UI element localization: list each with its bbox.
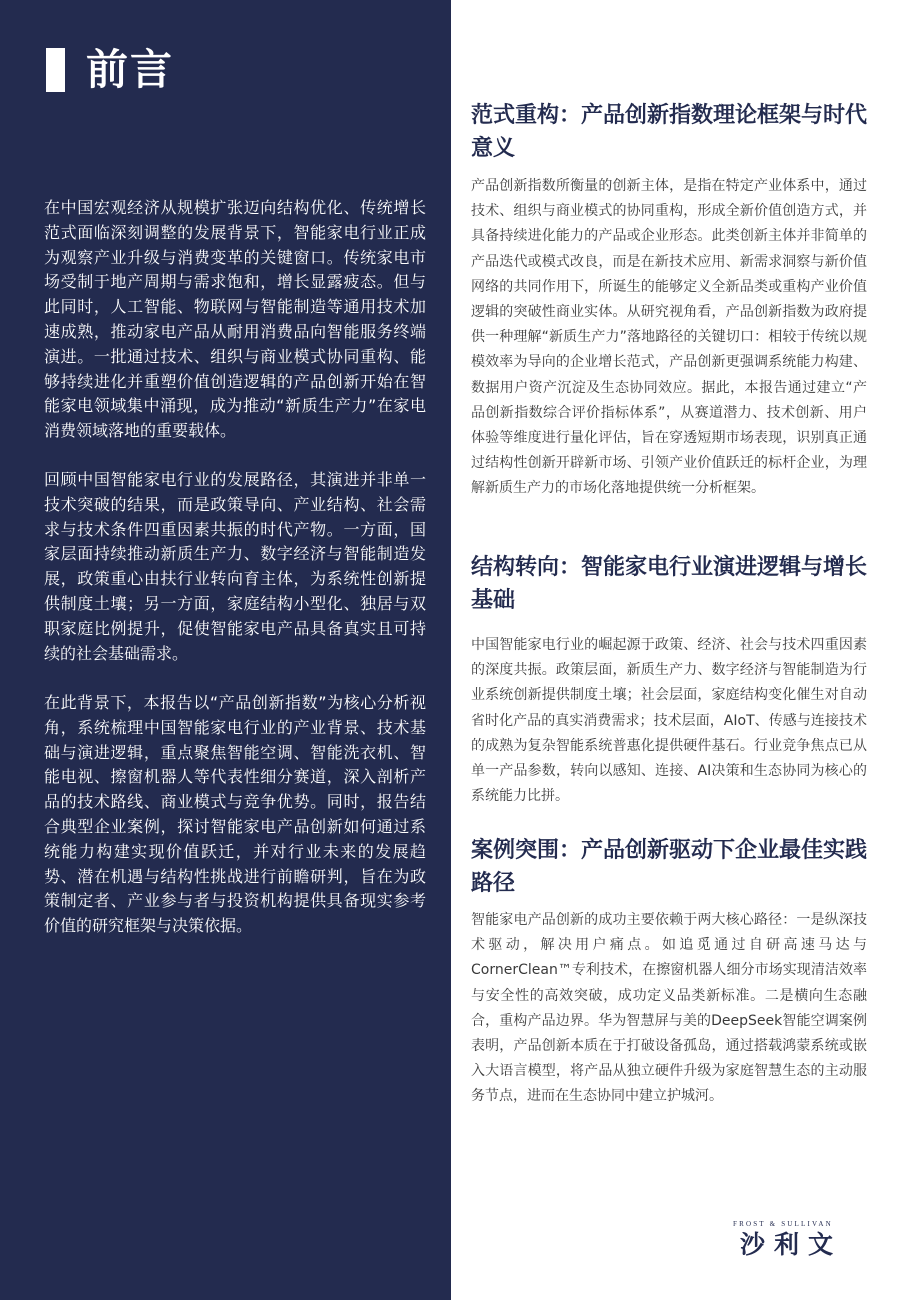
section-paradigm: [471, 99, 867, 502]
section-cases: [471, 834, 867, 1110]
title-accent-bar: [46, 48, 65, 92]
page-title: 前言: [86, 45, 175, 94]
logo-english-name: FROST & SULLIVAN: [733, 1220, 833, 1228]
intro-paragraph-1: 在中国宏观经济从规模扩张迈向结构优化、传统增长范式面临深刻调整的发展背景下，智能家电行业正成为观察产业升级与消费变革的关键窗口。传统家电市场受制于地产周期与需求饱和，增长显露疲态。但与此同时，人工智能、物联网与智能制造等通用技术加速成熟，推动家电产品从耐用消费品向智能服务终端演进。一批通过技术、组织与商业模式协同重构、能够持续进化并重塑价值创造逻辑的产品创新开始在智能家电领域集中涌现，成为推动“新质生产力”在家电消费领域落地的重要载体。: [44, 198, 426, 441]
section-heading: 案例突围：产品创新驱动下企业最佳实践路径: [471, 838, 868, 896]
section-body: 产品创新指数所衡量的创新主体，是指在特定产业体系中，通过技术、组织与商业模式的协同重构，形成全新价值创造方式，并具备持续进化能力的产品或企业形态。此类创新主体并非简单的产品迭代或模式改良，而是在新技术应用、新需求洞察与新价值网络的共同作用下，所诞生的能够定义全新品类或重构产业价值逻辑的突破性商业实体。从研究视角看，产品创新指数为政府提供一种理解“新质生产力”落地路径的关键切口：相较于传统以规模效率为导向的企业增长范式，产品创新更强调系统能力构建、数据用户资产沉淀及生态协同效应。据此，本报告通过建立“产品创新指数综合评价指标体系”，从赛道潜力、技术创新、用户体验等维度进行量化评估，旨在穿透短期市场表现，识别真正通过结构性创新开辟新市场、引领产业价值跃迁的标杆企业，为理解新质生产力的市场化落地提供统一分析框架。: [471, 178, 867, 497]
logo-chinese-name: 沙利文: [740, 1230, 843, 1259]
intro-paragraph-3: 在此背景下，本报告以“产品创新指数”为核心分析视角，系统梳理中国智能家电行业的产业背景、技术基础与演进逻辑，重点聚焦智能空调、智能洗衣机、智能电视、擦窗机器人等代表性细分赛道，深入剖析产品的技术路线、商业模式与竞争优势。同时，报告结合典型企业案例，探讨智能家电产品创新如何通过系统能力构建实现价值跃迁，并对行业未来的发展趋势、潜在机遇与结构性挑战进行前瞻研判，旨在为政策制定者、产业参与者与投资机构提供具备现实参考价值的研究框架与决策依据。: [44, 693, 426, 936]
section-body: 中国智能家电行业的崛起源于政策、经济、社会与技术四重因素的深度共振。政策层面，新质生产力、数字经济与智能制造为行业系统创新提供制度土壤；社会层面，家庭结构变化催生对自动省时化产品的真实消费需求；技术层面，AIoT、传感与连接技术的成熟为复杂智能系统普惠化提供硬件基石。行业竞争焦点已从单一产品参数，转向以感知、连接、AI决策和生态协同为核心的系统能力比拼。: [471, 637, 867, 805]
section-structure: [471, 551, 867, 809]
intro-paragraph-2: 回顾中国智能家电行业的发展路径，其演进并非单一技术突破的结果，而是政策导向、产业结构、社会需求与技术条件四重因素共振的时代产物。一方面，国家层面持续推动新质生产力、数字经济与智能制造发展，政策重心由扶行业转向育主体，为系统性创新提供制度土壤；另一方面，家庭结构小型化、独居与双职家庭比例提升，促使智能家电产品具备真实且可持续的社会基础需求。: [44, 470, 426, 663]
section-heading: 结构转向：智能家电行业演进逻辑与增长基础: [471, 555, 868, 613]
section-body: 智能家电产品创新的成功主要依赖于两大核心路径：一是纵深技术驱动，解决用户痛点。如追觅通过自研高速马达与CornerClean™专利技术，在擦窗机器人细分市场实现清洁效率与安全性的高效突破，成功定义品类新标准。二是横向生态融合，重构产品边界。华为智慧屏与美的DeepSeek智能空调案例表明，产品创新本质在于打破设备孤岛，通过搭载鸿蒙系统或嵌入大语言模型，将产品从独立硬件升级为家庭智慧生态的主动服务节点，进而在生态协同中建立护城河。: [471, 912, 867, 1105]
section-heading: 范式重构：产品创新指数理论框架与时代意义: [471, 103, 868, 161]
